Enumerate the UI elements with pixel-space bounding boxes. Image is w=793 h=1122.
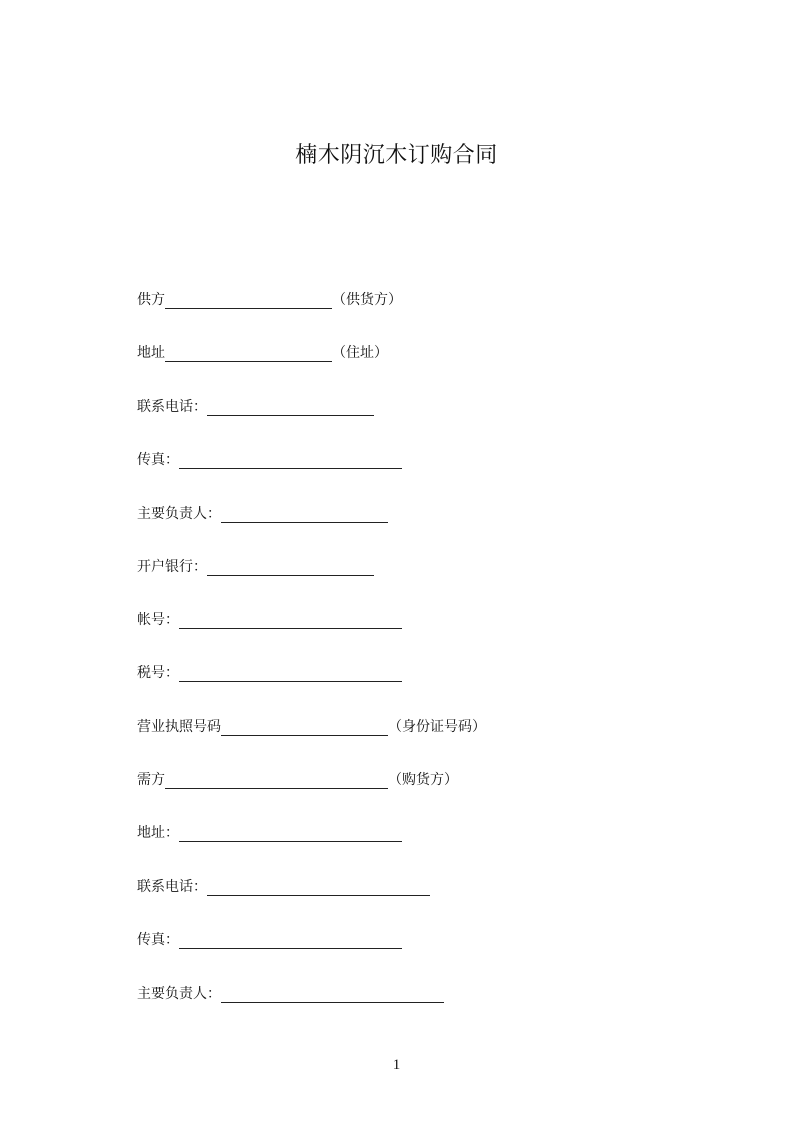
supplier-phone-line: [137, 397, 374, 417]
supplier-manager-blank[interactable]: [221, 507, 388, 523]
supplier-blank[interactable]: [165, 293, 332, 309]
supplier-label: 供方: [137, 292, 165, 308]
buyer-address-line: [137, 823, 402, 843]
buyer-label: 需方: [137, 772, 165, 788]
buyer-phone-label: 联系电话：: [137, 879, 207, 895]
supplier-tax-id-label: 税号：: [137, 665, 179, 681]
supplier-bank-blank[interactable]: [207, 560, 374, 576]
supplier-fax-label: 传真：: [137, 452, 179, 468]
supplier-suffix: （供货方）: [332, 292, 402, 308]
supplier-bank-label: 开户银行：: [137, 559, 207, 575]
supplier-manager-line: [137, 504, 388, 524]
buyer-fax-label: 传真：: [137, 932, 179, 948]
supplier-manager-label: 主要负责人：: [137, 506, 221, 522]
supplier-fax-blank[interactable]: [179, 453, 402, 469]
buyer-phone-line: [137, 877, 430, 897]
buyer-address-label: 地址：: [137, 825, 179, 841]
buyer-suffix: （购货方）: [388, 772, 458, 788]
supplier-tax-id-line: [137, 663, 402, 683]
supplier-phone-label: 联系电话：: [137, 399, 207, 415]
business-license-suffix: （身份证号码）: [388, 719, 486, 735]
buyer-blank[interactable]: [165, 773, 388, 789]
supplier-account-line: [137, 610, 402, 630]
business-license-label: 营业执照号码: [137, 719, 221, 735]
buyer-manager-line: [137, 984, 444, 1004]
supplier-phone-blank[interactable]: [207, 400, 374, 416]
supplier-address-line: [137, 343, 388, 363]
business-license-line: [137, 717, 486, 737]
document-title: 楠木阴沉木订购合同: [295, 143, 498, 168]
supplier-account-blank[interactable]: [179, 613, 402, 629]
business-license-blank[interactable]: [221, 720, 388, 736]
supplier-tax-id-blank[interactable]: [179, 666, 402, 682]
buyer-manager-label: 主要负责人：: [137, 986, 221, 1002]
buyer-phone-blank[interactable]: [207, 880, 430, 896]
page-number: 1: [392, 1057, 401, 1073]
buyer-address-blank[interactable]: [179, 826, 402, 842]
buyer-manager-blank[interactable]: [221, 987, 444, 1003]
buyer-line: [137, 770, 458, 790]
supplier-address-suffix: （住址）: [332, 345, 388, 361]
supplier-bank-line: [137, 557, 374, 577]
supplier-address-blank[interactable]: [165, 346, 332, 362]
buyer-fax-line: [137, 930, 402, 950]
supplier-line: [137, 290, 402, 310]
supplier-account-label: 帐号：: [137, 612, 179, 628]
supplier-address-label: 地址: [137, 345, 165, 361]
supplier-fax-line: [137, 450, 402, 470]
buyer-fax-blank[interactable]: [179, 933, 402, 949]
